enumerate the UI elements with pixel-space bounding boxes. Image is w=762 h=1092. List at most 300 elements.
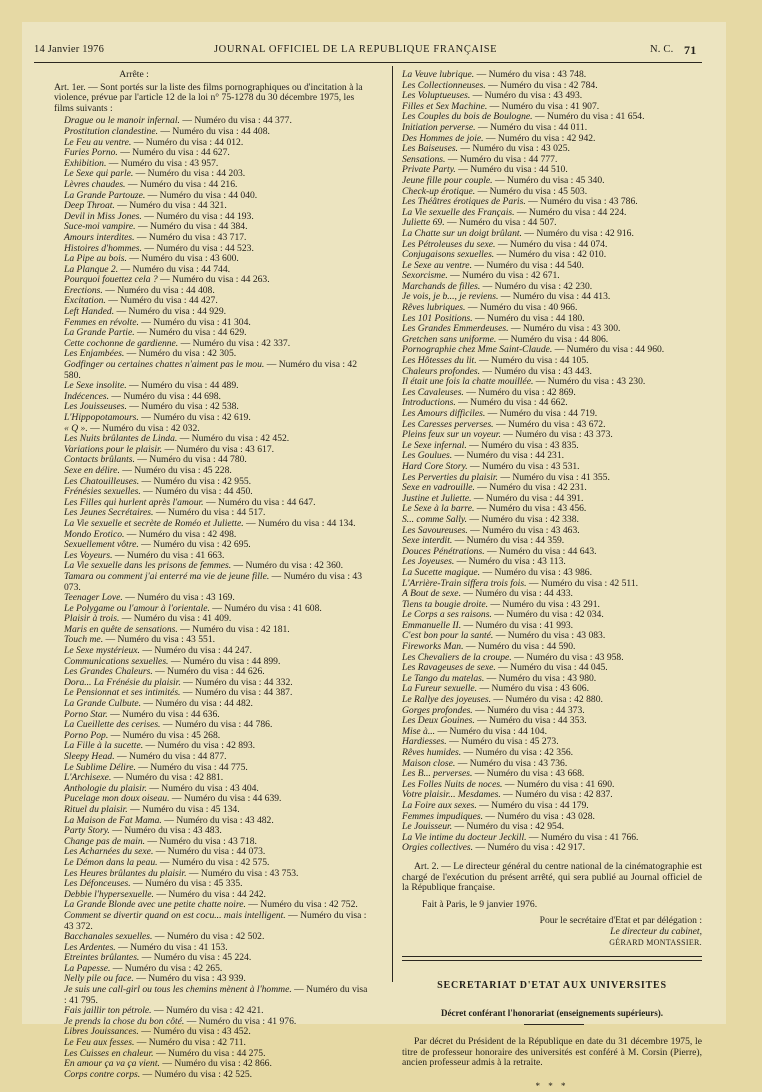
- film-title: Private Party.: [402, 164, 456, 176]
- visa-number: — Numéro du visa : 43 493.: [470, 90, 583, 102]
- visa-number: — Numéro du visa : 41 795.: [64, 984, 368, 1006]
- visa-number: — Numéro du visa : 42 181.: [177, 623, 290, 635]
- film-title: Debbie l'hypersexuelle.: [64, 888, 154, 900]
- visa-number: — Numéro du visa : 44 507.: [444, 217, 557, 229]
- film-title: Le Corps a ses raisons.: [402, 609, 492, 621]
- visa-number: — Numéro du visa : 42 338.: [467, 513, 579, 525]
- film-title: Le Sexe insolite.: [64, 380, 127, 392]
- visa-number: — Numéro du visa : 43 372.: [64, 909, 367, 932]
- visa-number: — Numéro du visa : 44 180.: [472, 312, 585, 324]
- film-title: La Pipe au bois.: [64, 253, 127, 265]
- signature-line-1: Pour le secrétaire d'Etat et par délégation :: [539, 915, 702, 927]
- film-title: Tiens ta bougie droite.: [402, 598, 488, 610]
- visa-number: — Numéro du visa : 44 040.: [145, 189, 258, 201]
- visa-number: — Numéro du visa : 43 980.: [484, 672, 597, 684]
- visa-number: — Numéro du visa : 45 228.: [119, 464, 232, 476]
- film-title: Les Jouisseuses.: [64, 401, 127, 413]
- visa-number: — Numéro du visa : 43 452.: [138, 1026, 251, 1038]
- visa-number: — Numéro du visa : 44 413.: [498, 291, 611, 303]
- film-title: Les Perverties du plaisir.: [402, 471, 498, 483]
- film-title: Les Cuisses en chaleur.: [64, 1047, 154, 1059]
- visa-number: — Numéro du visa : 42 619.: [138, 412, 251, 423]
- film-title: Drague ou le manoir infernal.: [64, 115, 180, 127]
- visa-number: — Numéro du visa : 42 010.: [494, 249, 607, 261]
- film-title: Plaisir à trois.: [64, 613, 120, 625]
- film-title: Fais jaillir ton pétrole.: [64, 1005, 152, 1017]
- visa-number: — Numéro du visa : 44 179.: [476, 799, 589, 811]
- visa-number: — Numéro du visa : 42 837.: [500, 789, 613, 801]
- visa-number: — Numéro du visa : 44 590.: [463, 641, 576, 653]
- visa-number: — Numéro du visa : 43 300.: [508, 323, 621, 335]
- visa-number: — Numéro du visa : 42 538.: [126, 401, 239, 413]
- visa-number: — Numéro du visa : 42 942.: [483, 132, 596, 144]
- visa-number: — Numéro du visa : 43 551.: [103, 634, 216, 646]
- visa-number: — Numéro du visa : 44 242.: [153, 888, 266, 900]
- film-title: La Vie sexuelle dans les prisons de femmes.: [64, 560, 232, 572]
- film-title: Le Sexe au ventre.: [402, 259, 472, 271]
- visa-number: — Numéro du visa : 44 775.: [135, 761, 248, 773]
- visa-number: — Numéro du visa : 44 224.: [514, 206, 627, 218]
- film-title: Party Story.: [64, 825, 110, 837]
- film-title: Emmanuelle II.: [402, 619, 462, 631]
- film-title: Sleepy Head.: [64, 751, 115, 762]
- film-title: Le Tango du matelas.: [402, 672, 485, 684]
- visa-number: — Numéro du visa : 44 643.: [484, 545, 597, 557]
- visa-number: — Numéro du visa : 44 698.: [109, 390, 221, 402]
- film-title: Femmes impudiques.: [402, 810, 483, 822]
- film-title: Je prends la chose du bon côté.: [64, 1015, 185, 1027]
- film-title: Gorges profondes.: [402, 704, 473, 716]
- visa-number: — Numéro du visa : 43 169.: [122, 592, 235, 604]
- film-title: Le Démon dans la peau.: [64, 856, 158, 868]
- film-title: Conjugaisons sexuelles.: [402, 249, 495, 261]
- visa-number: — Numéro du visa : 45 335.: [130, 878, 243, 890]
- visa-number: — Numéro du visa : 44 193.: [141, 210, 254, 222]
- visa-number: — Numéro du visa : 42 502.: [152, 931, 265, 943]
- film-title: Erections.: [64, 284, 103, 296]
- film-title: Douces Pénétrations.: [402, 545, 485, 557]
- visa-number: — Numéro du visa : 44 960.: [552, 344, 665, 356]
- film-title: En amour ça va ça vient.: [64, 1058, 160, 1070]
- film-title: Comment se divertir quand on est cocu... mais intelligent.: [64, 909, 286, 921]
- visa-number: — Numéro du visa : 42 695.: [138, 539, 251, 551]
- film-title: Les Goulues.: [402, 450, 453, 462]
- film-title: Check-up érotique.: [402, 185, 476, 197]
- visa-number: — Numéro du visa : 44 011.: [475, 121, 588, 133]
- visa-number: — Numéro du visa : 44 482.: [141, 698, 253, 710]
- visa-number: — Numéro du visa : 43 531.: [467, 460, 580, 472]
- film-title: Pornographie chez Mme Saint-Claude.: [402, 344, 553, 356]
- film-title: Des Hommes de joie.: [402, 132, 484, 144]
- film-title: Les Baiseuses.: [402, 143, 458, 155]
- visa-number: — Numéro du visa : 42 711.: [134, 1037, 246, 1049]
- film-title: Les Cavaleuses.: [402, 386, 464, 398]
- signature-block: [402, 916, 702, 948]
- film-title: Fireworks Man.: [402, 641, 464, 653]
- visa-number: — Numéro du visa : 43 463.: [467, 524, 580, 536]
- visa-number: — Numéro du visa : 43 672.: [493, 418, 606, 430]
- visa-number: — Numéro du visa : 44 074.: [495, 238, 608, 250]
- film-title: Suce-moi vampire.: [64, 221, 136, 233]
- visa-number: — Numéro du visa : 43 617.: [162, 443, 275, 455]
- visa-number: — Numéro du visa : 43 083.: [493, 630, 606, 642]
- visa-number: — Numéro du visa : 43 753.: [186, 867, 299, 879]
- visa-number: — Numéro du visa : 43 456.: [474, 503, 587, 515]
- film-title: Les Théâtres érotiques de Paris.: [402, 196, 526, 208]
- visa-number: — Numéro du visa : 44 523.: [141, 242, 254, 254]
- visa-number: — Numéro du visa : 43 835.: [466, 439, 579, 451]
- visa-number: — Numéro du visa : 44 353.: [474, 715, 587, 727]
- film-title: Pleins feux sur un voyeur.: [402, 429, 501, 441]
- film-title: Les Nuits brûlantes de Linda.: [64, 433, 178, 445]
- film-title: S... comme Sally.: [402, 513, 468, 525]
- visa-number: — Numéro du visa : 44 744.: [118, 263, 231, 275]
- film-entry: [64, 360, 368, 381]
- film-title: Le Sexe mystérieux.: [64, 645, 140, 657]
- visa-number: — Numéro du visa : 43 404.: [146, 782, 259, 794]
- film-title: Change pas de main.: [64, 835, 146, 847]
- film-title: Bacchanales sexuelles.: [64, 931, 153, 943]
- visa-number: — Numéro du visa : 43 443.: [480, 365, 592, 377]
- film-title: Frénésies sexuelles.: [64, 486, 141, 498]
- film-title: Les Jeunes Secrétaires.: [64, 507, 154, 519]
- visa-number: — Numéro du visa : 44 540.: [471, 259, 584, 271]
- film-title: Sensations.: [402, 153, 446, 165]
- film-title: Les Voyeurs.: [64, 549, 113, 561]
- film-title: La Vie intime du docteur Jeckill.: [402, 831, 527, 843]
- visa-number: — Numéro du visa : 42 917.: [473, 842, 585, 854]
- film-title: Excitation.: [64, 295, 106, 307]
- film-title: Etreintes brûlantes.: [64, 952, 140, 964]
- film-title: Juliette 69.: [402, 217, 445, 229]
- film-title: Maison close.: [402, 757, 456, 769]
- visa-number: — Numéro du visa : 44 517.: [153, 507, 266, 519]
- arrete-heading: Arrête :: [119, 69, 149, 80]
- visa-number: — Numéro du visa : 44 806.: [496, 333, 609, 345]
- visa-number: — Numéro du visa : 44 427.: [105, 295, 218, 307]
- film-title: Godfinger ou certaines chattes n'aiment pas le mou.: [64, 359, 265, 371]
- film-title: L'Hippopotamours.: [64, 412, 139, 423]
- visa-number: — Numéro du visa : 45 273.: [446, 736, 559, 748]
- film-title: Il était une fois la chatte mouillée.: [402, 376, 534, 388]
- visa-number: — Numéro du visa : 44 045.: [495, 662, 608, 674]
- visa-number: — Numéro du visa : 41 690.: [502, 778, 615, 790]
- visa-number: — Numéro du visa : 43 483.: [109, 825, 222, 837]
- film-title: Lèvres chaudes.: [64, 178, 126, 190]
- film-title: Sexe interdit.: [402, 535, 453, 547]
- film-title: A Bout de sexe.: [402, 588, 461, 600]
- film-entry: [64, 985, 368, 1006]
- film-title: Gretchen sans uniforme.: [402, 333, 497, 345]
- visa-number: — Numéro du visa : 44 719.: [485, 408, 598, 419]
- signature-name: GÉRARD MONTASSIER.: [609, 937, 702, 947]
- film-entry: [64, 911, 368, 932]
- visa-number: — Numéro du visa : 44 647.: [203, 496, 316, 508]
- visa-number: — Numéro du visa : 44 387.: [180, 687, 293, 699]
- film-title: Le Feu au ventre.: [64, 136, 132, 148]
- film-title: Les Savoureuses.: [402, 524, 468, 536]
- visa-number: — Numéro du visa : 42 916.: [521, 227, 634, 239]
- visa-number: — Numéro du visa : 42 881.: [111, 772, 224, 784]
- visa-number: — Numéro du visa : 42 498.: [124, 528, 237, 540]
- visa-number: — Numéro du visa : 44 899.: [168, 655, 281, 667]
- visa-number: — Numéro du visa : 44 203.: [133, 168, 246, 180]
- visa-number: — Numéro du visa : 44 263.: [157, 274, 270, 286]
- film-title: La Cueillette des cerises.: [64, 719, 161, 731]
- visa-number: — Numéro du visa : 41 766.: [526, 831, 639, 843]
- visa-number: — Numéro du visa : 44 332.: [180, 676, 293, 688]
- film-title: Je vois, je b..., je reviens.: [402, 291, 499, 303]
- film-title: Deep Throat.: [64, 200, 115, 212]
- article-2: Art. 2. — Le directeur général du centre national de la cinématographie est chargé de l'exécution du présent arrêté, qui sera publié au Journal officiel de la République française.: [402, 860, 702, 894]
- visa-number: — Numéro du visa : 44 786.: [160, 719, 273, 731]
- visa-number: — Numéro du visa : 43 373.: [500, 429, 613, 441]
- film-title: Le Sexe infernal.: [402, 439, 467, 451]
- visa-number: — Numéro du visa : 44 408.: [157, 125, 270, 137]
- visa-number: — Numéro du visa : 42 452.: [177, 433, 290, 445]
- film-title: L'Archisexe.: [64, 772, 112, 784]
- visa-number: — Numéro du visa : 43 668.: [472, 768, 585, 780]
- film-title: Les Deux Gouines.: [402, 715, 475, 727]
- visa-number: — Numéro du visa : 42 305.: [124, 348, 237, 360]
- film-title: Les Folles Nuits de noces.: [402, 778, 503, 790]
- visa-number: — Numéro du visa : 43 786.: [525, 196, 638, 208]
- visa-number: — Numéro du visa : 43 025.: [457, 143, 570, 155]
- header-date: 14 Janvier 1976: [34, 44, 105, 55]
- film-entry: [64, 572, 368, 593]
- film-title: Les Chevaliers de la croupe.: [402, 651, 512, 663]
- film-title: L'Arrière-Train siffera trois fois.: [402, 577, 527, 589]
- film-title: Corps contre corps.: [64, 1068, 141, 1080]
- film-title: Les Heures brûlantes du plaisir.: [64, 867, 187, 879]
- visa-number: — Numéro du visa : 44 408.: [102, 284, 215, 296]
- film-title: Teenager Love.: [64, 592, 123, 604]
- header-nc: N. C.: [650, 44, 674, 55]
- film-title: Communications sexuelles.: [64, 655, 169, 667]
- visa-number: — Numéro du visa : 42 954.: [452, 821, 565, 833]
- visa-number: — Numéro du visa : 43 606.: [477, 683, 589, 695]
- film-title: Histoires d'hommes.: [64, 242, 142, 254]
- visa-number: — Numéro du visa : 42 511.: [526, 577, 639, 589]
- visa-number: — Numéro du visa : 42 575.: [157, 856, 270, 868]
- article-1-intro: Art. 1er. — Sont portés sur la liste des films pornographiques ou d'incitation à la violence, prévue par l'article 12 de la loi n° 75-1278 du 30 décembre 1975, les films suivants :: [54, 81, 363, 114]
- film-title: Sexorcisme.: [402, 270, 448, 282]
- visa-number: — Numéro du visa : 41 976.: [184, 1015, 297, 1027]
- film-title: Contacts brûlants.: [64, 454, 135, 466]
- section-end-stars: * * *: [535, 1081, 569, 1092]
- visa-number: — Numéro du visa : 44 433.: [460, 588, 573, 600]
- visa-number: — Numéro du visa : 42 580.: [64, 359, 358, 381]
- visa-number: — Numéro du visa : 41 654.: [532, 111, 645, 123]
- page-number: 71: [684, 43, 697, 57]
- film-title: Les Chatouilleuses.: [64, 475, 140, 487]
- visa-number: — Numéro du visa : 44 321.: [114, 200, 227, 212]
- visa-number: — Numéro du visa : 42 880.: [490, 694, 603, 706]
- film-title: Votre plaisir... Mesdames.: [402, 789, 501, 801]
- visa-number: — Numéro du visa : 44 489.: [126, 380, 239, 392]
- visa-number: — Numéro du visa : 44 134.: [243, 517, 356, 529]
- visa-number: — Numéro du visa : 45 340.: [492, 174, 605, 186]
- film-list-left: [64, 116, 368, 1080]
- film-title: La Grande Culbute.: [64, 698, 142, 710]
- visa-number: — Numéro du visa : 44 450.: [140, 486, 253, 498]
- film-title: Initiation perverse.: [402, 121, 476, 133]
- visa-number: — Numéro du visa : 44 373.: [472, 704, 585, 716]
- film-title: Rêves humides.: [402, 747, 462, 758]
- visa-number: — Numéro du visa : 44 104.: [435, 725, 547, 737]
- film-title: Marchands de filles.: [402, 280, 481, 292]
- film-title: Les Voluptueuses.: [402, 90, 471, 102]
- film-title: Les Pétroleuses du sexe.: [402, 238, 496, 250]
- left-column: [54, 69, 368, 1080]
- film-title: Le Sublime Délire.: [64, 761, 136, 773]
- header-rule: [34, 62, 702, 63]
- visa-number: — Numéro du visa : 44 247.: [139, 645, 252, 657]
- film-title: Le Rallye des joyeuses.: [402, 694, 491, 706]
- visa-number: — Numéro du visa : 41 409.: [119, 613, 232, 625]
- film-title: Furies Porno.: [64, 147, 118, 159]
- film-title: La Papesse.: [64, 962, 111, 974]
- film-title: Le Feu aux fesses.: [64, 1037, 135, 1049]
- signature-date: Fait à Paris, le 9 janvier 1976.: [422, 898, 538, 910]
- film-title: Rituel du plaisir.: [64, 803, 128, 815]
- film-title: Rêves lubriques.: [402, 302, 466, 314]
- visa-number: — Numéro du visa : 45 268.: [108, 729, 221, 741]
- film-entry: [402, 843, 706, 854]
- visa-number: — Numéro du visa : 43 291.: [488, 598, 600, 610]
- film-title: Devil in Miss Jones.: [64, 210, 142, 222]
- film-title: La Planque 2.: [64, 263, 119, 275]
- film-title: Les Hôtesses du lit.: [402, 355, 477, 367]
- visa-number: — Numéro du visa : 44 929.: [114, 306, 227, 318]
- visa-number: — Numéro du visa : 41 993.: [461, 619, 574, 631]
- film-title: La Vie sexuelle et secrète de Roméo et Juliette.: [64, 517, 244, 529]
- film-title: Left Handed.: [64, 306, 115, 318]
- visa-number: — Numéro du visa : 44 073.: [153, 846, 266, 858]
- film-title: La Grande Partie.: [64, 327, 135, 339]
- film-title: Libres Jouissances.: [64, 1026, 139, 1038]
- film-title: Les Enjambées.: [64, 348, 125, 360]
- film-title: Le Pensionnat et ses intimités.: [64, 687, 181, 699]
- visa-number: — Numéro du visa : 44 627.: [117, 147, 230, 159]
- film-title: La Sucette magique.: [402, 566, 481, 578]
- signature-line-2: Le directeur du cabinet,: [610, 925, 702, 937]
- film-title: Amours interdites.: [64, 231, 135, 243]
- visa-number: — Numéro du visa : 43 230.: [533, 376, 646, 388]
- visa-number: — Numéro du visa : 45 134.: [127, 803, 240, 815]
- visa-number: — Numéro du visa : 42 866.: [159, 1058, 272, 1070]
- visa-number: — Numéro du visa : 44 105.: [476, 355, 589, 367]
- visa-number: — Numéro du visa : 44 384.: [135, 221, 248, 233]
- visa-number: — Numéro du visa : 40 966.: [465, 302, 578, 314]
- film-title: Le Polygame ou l'amour à l'orientale.: [64, 602, 210, 614]
- film-title: Touch me.: [64, 634, 104, 646]
- visa-number: — Numéro du visa : 42 360.: [231, 560, 344, 572]
- film-title: La Vie sexuelle des Français.: [402, 206, 515, 218]
- film-title: La Grande Partouze.: [64, 189, 146, 201]
- film-title: Sexe en vadrouille.: [402, 482, 475, 494]
- film-title: Jeune fille pour couple.: [402, 174, 493, 186]
- film-title: Le Sexe à la barre.: [402, 503, 475, 515]
- film-title: Maris en quête de sensations.: [64, 623, 178, 635]
- film-title: Les Ravageuses de sexe.: [402, 662, 496, 674]
- visa-number: — Numéro du visa : 43 482.: [161, 814, 274, 826]
- film-title: Je suis une call-girl ou tous les chemins mènent à l'homme.: [64, 984, 292, 996]
- film-list-right: [402, 70, 706, 854]
- film-title: Les Caresses perverses.: [402, 418, 494, 430]
- film-title: Indécences.: [64, 390, 110, 402]
- film-title: Exhibition.: [64, 157, 107, 169]
- film-title: Justine et Juliette.: [402, 492, 472, 504]
- film-title: Variations pour le plaisir.: [64, 443, 163, 455]
- visa-number: — Numéro du visa : 43 736.: [455, 757, 568, 769]
- film-title: Sexuellement vôtre.: [64, 539, 139, 551]
- visa-number: — Numéro du visa : 44 510.: [455, 164, 568, 176]
- visa-number: — Numéro du visa : 41 355.: [497, 471, 610, 483]
- film-title: Anthologie du plaisir.: [64, 782, 147, 794]
- visa-number: — Numéro du visa : 42 034.: [491, 609, 604, 621]
- visa-number: — Numéro du visa : 43 717.: [134, 231, 247, 243]
- film-title: Tamara ou comment j'ai enterré ma vie de jeune fille.: [64, 570, 270, 582]
- film-title: Cette cochonne de gardienne.: [64, 337, 179, 349]
- film-title: Les Grandes Chaleurs.: [64, 666, 153, 678]
- visa-number: — Numéro du visa : 42 893.: [143, 740, 256, 752]
- visa-number: — Numéro du visa : 41 663.: [112, 549, 225, 561]
- column-divider: [392, 66, 393, 982]
- film-title: Les B... perverses.: [402, 768, 473, 780]
- visa-number: — Numéro du visa : 44 391.: [471, 492, 584, 504]
- visa-number: — Numéro du visa : 42 032.: [87, 422, 200, 434]
- film-title: Les Défonceuses.: [64, 878, 131, 890]
- film-title: Filles et Sex Machine.: [402, 100, 488, 112]
- film-title: Hardiesses.: [402, 736, 447, 748]
- visa-number: — Numéro du visa : 43 718.: [145, 835, 257, 847]
- visa-number: — Numéro du visa : 44 777.: [445, 153, 558, 165]
- film-title: Pourquoi fouettez cela ?: [64, 274, 158, 286]
- film-title: Hard Core Story.: [402, 460, 468, 472]
- visa-number: — Numéro du visa : 44 629.: [134, 327, 247, 339]
- visa-number: — Numéro du visa : 42 671.: [447, 270, 560, 282]
- visa-number: — Numéro du visa : 44 377.: [179, 115, 292, 127]
- visa-number: — Numéro du visa : 42 337.: [178, 337, 291, 349]
- film-title: Mise à...: [402, 725, 436, 737]
- film-title: Nelly pile ou face.: [64, 973, 134, 985]
- film-title: Les Grandes Emmerdeuses.: [402, 323, 509, 335]
- film-title: Le Sexe qui parle.: [64, 168, 134, 180]
- film-title: La Grande Blonde avec une petite chatte noire.: [64, 899, 246, 911]
- visa-number: — Numéro du visa : 44 626.: [152, 666, 265, 678]
- journal-title: JOURNAL OFFICIEL DE LA REPUBLIQUE FRANÇAISE: [214, 44, 498, 55]
- film-title: Les Joyeuses.: [402, 556, 455, 568]
- film-title: Mondo Erotico.: [64, 528, 125, 540]
- decree-rule: [524, 1024, 584, 1025]
- film-title: La Fureur sexuelle.: [402, 683, 478, 695]
- film-title: La Fille à la sucette.: [64, 740, 144, 752]
- film-title: Les Amours difficiles.: [402, 408, 486, 419]
- page-header: [34, 44, 702, 60]
- visa-number: — Numéro du visa : 43 028.: [483, 810, 595, 822]
- visa-number: — Numéro du visa : 43 957.: [106, 157, 219, 169]
- visa-number: — Numéro du visa : 42 869.: [463, 386, 576, 398]
- film-title: La Foire aux sexes.: [402, 799, 477, 811]
- decree-text: Par décret du Président de la République en date du 31 décembre 1975, le titre de professeur honoraire des universités est conféré à M. Corsin (Pierre), ancien professeur admis à la retraite.: [402, 1036, 702, 1069]
- visa-number: — Numéro du visa : 43 939.: [133, 973, 246, 985]
- visa-number: — Numéro du visa : 42 955.: [139, 475, 252, 487]
- visa-number: — Numéro du visa : 44 780.: [134, 454, 247, 466]
- visa-number: — Numéro du visa : 44 275.: [153, 1047, 266, 1059]
- visa-number: — Numéro du visa : 42 784.: [485, 79, 598, 91]
- right-column: [402, 70, 706, 1092]
